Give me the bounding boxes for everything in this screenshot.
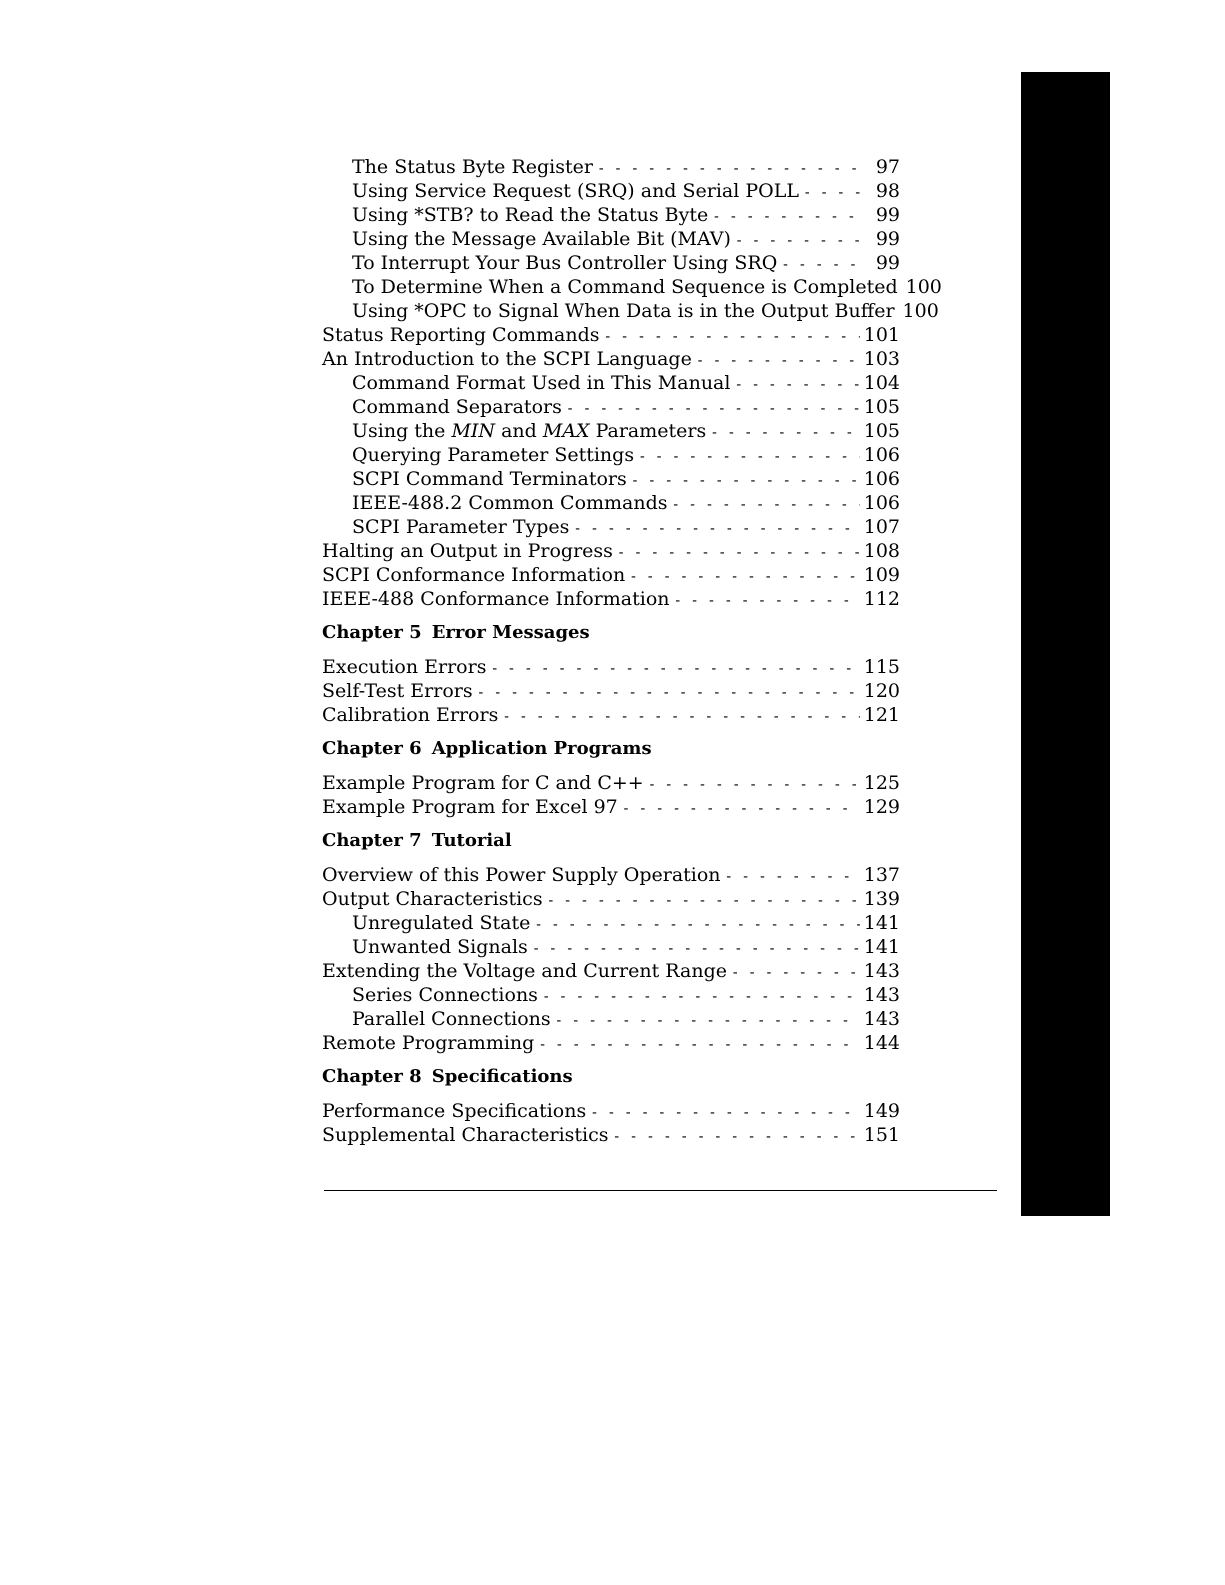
toc-entry[interactable] <box>322 795 900 819</box>
toc-leader <box>490 657 859 681</box>
toc-entry-page: 99 <box>875 252 900 274</box>
toc-leader <box>502 705 859 729</box>
toc-leader <box>534 913 859 937</box>
chapter-title: Specifications <box>431 1066 573 1087</box>
chapter-thumb-tab <box>1021 72 1110 1216</box>
toc-entry-page: 106 <box>863 468 900 490</box>
toc-entry[interactable] <box>322 983 900 1007</box>
toc-entry[interactable] <box>322 587 900 611</box>
chapter-heading-8[interactable] <box>322 1060 900 1094</box>
toc-leader <box>734 373 859 397</box>
toc-leader <box>538 1033 859 1057</box>
toc-entry[interactable] <box>322 1007 900 1031</box>
toc-entry-page: 98 <box>875 180 900 202</box>
chapter-heading-7[interactable] <box>322 824 900 858</box>
chapter-title: Application Programs <box>431 738 652 759</box>
toc-entry-title: Command Format Used in This Manual <box>352 372 731 394</box>
toc-entry-title: Using *OPC to Signal When Data is in the Output Buffer <box>352 300 895 322</box>
toc-entry-page: 144 <box>863 1032 900 1054</box>
chapter-number: Chapter 5 <box>322 622 422 643</box>
toc-entry-page: 109 <box>863 564 900 586</box>
toc-entry-title: Unregulated State <box>352 912 531 934</box>
toc-leader <box>613 1125 860 1149</box>
toc-title-part: and <box>495 420 543 442</box>
toc-entry-page: 97 <box>875 156 900 178</box>
toc-entry-page: 105 <box>863 420 900 442</box>
toc-entry-title: SCPI Parameter Types <box>352 516 570 538</box>
toc-leader <box>617 541 860 565</box>
toc-entry[interactable] <box>322 515 900 539</box>
toc-leader <box>712 205 866 229</box>
toc-leader <box>622 797 860 821</box>
toc-entry[interactable] <box>322 563 900 587</box>
toc-entry[interactable] <box>322 443 900 467</box>
chapter-number: Chapter 6 <box>322 738 422 759</box>
toc-entry-page: 115 <box>863 656 900 678</box>
toc-entry[interactable] <box>322 655 900 679</box>
toc-entry-title: Using *STB? to Read the Status Byte <box>352 204 709 226</box>
toc-entry-title: Parallel Connections <box>352 1008 551 1030</box>
toc-leader <box>555 1009 860 1033</box>
toc-entry-page: 100 <box>902 300 939 322</box>
toc-leader <box>696 349 860 373</box>
toc-entry-title: Querying Parameter Settings <box>352 444 635 466</box>
toc-entry[interactable] <box>322 299 939 323</box>
footer-rule <box>324 1190 997 1191</box>
chapter-heading-5[interactable] <box>322 616 900 650</box>
toc-leader <box>590 1101 859 1125</box>
toc-leader <box>547 889 860 913</box>
toc-entry-page: 108 <box>863 540 900 562</box>
toc-entry-title: To Interrupt Your Bus Controller Using SRQ <box>352 252 778 274</box>
toc-leader <box>604 325 860 349</box>
toc-entry-page: 99 <box>875 204 900 226</box>
chapter-title: Tutorial <box>431 830 512 851</box>
toc-entry-title: The Status Byte Register <box>352 156 593 178</box>
toc-leader <box>542 985 860 1009</box>
toc-leader <box>573 517 859 541</box>
toc-entry[interactable] <box>322 251 900 275</box>
toc-entry-title: Status Reporting Commands <box>322 324 600 346</box>
toc-entry[interactable] <box>322 887 900 911</box>
toc-entry-page: 101 <box>863 324 900 346</box>
toc-leader <box>631 469 860 493</box>
toc-entry-page: 104 <box>863 372 900 394</box>
toc-title-italic-min: MIN <box>451 420 496 442</box>
toc-entry[interactable] <box>322 679 900 703</box>
toc-entry[interactable] <box>322 371 900 395</box>
toc-leader <box>597 157 866 181</box>
toc-title-part: Using the <box>352 420 452 442</box>
toc-entry-page: 99 <box>875 228 900 250</box>
toc-entry-page: 151 <box>863 1124 900 1146</box>
toc-entry-title: Using the Message Available Bit (MAV) <box>352 228 731 250</box>
toc-entry-title: Overview of this Power Supply Operation <box>322 864 721 886</box>
toc-entry[interactable] <box>322 539 900 563</box>
toc-entry-title: Output Characteristics <box>322 888 543 910</box>
chapter-number: Chapter 7 <box>322 830 422 851</box>
toc-entry-page: 125 <box>863 772 900 794</box>
toc-entry[interactable] <box>322 347 900 371</box>
toc-entry-page: 112 <box>863 588 900 610</box>
toc-leader <box>672 493 860 517</box>
toc-entry[interactable] <box>322 203 900 227</box>
toc-entry-page: 141 <box>863 912 900 934</box>
toc-entry-page: 103 <box>863 348 900 370</box>
toc-entry[interactable] <box>322 395 900 419</box>
toc-leader <box>781 253 866 277</box>
toc-leader <box>477 681 860 705</box>
toc-entry-page: 137 <box>863 864 900 886</box>
toc-leader <box>566 397 860 421</box>
toc-entry-page: 149 <box>863 1100 900 1122</box>
toc-leader <box>735 229 866 253</box>
toc-entry-page: 143 <box>863 1008 900 1030</box>
toc-entry-title: Example Program for Excel 97 <box>322 796 618 818</box>
toc-leader <box>638 445 860 469</box>
toc-entry-title: Performance Specifications <box>322 1100 587 1122</box>
toc-entry-page: 129 <box>863 796 900 818</box>
toc-entry-title: To Determine When a Command Sequence is Completed <box>352 276 898 298</box>
toc-entry[interactable] <box>322 419 900 443</box>
toc-entry-title: Supplemental Characteristics <box>322 1124 609 1146</box>
toc-entry-page: 143 <box>863 960 900 982</box>
toc-leader <box>648 773 860 797</box>
toc-entry-title: SCPI Conformance Information <box>322 564 626 586</box>
toc-leader <box>803 181 866 205</box>
toc-entry-page: 107 <box>863 516 900 538</box>
toc-leader <box>674 589 860 613</box>
chapter-title: Error Messages <box>431 622 590 643</box>
toc-entry[interactable] <box>322 1123 900 1147</box>
toc-entry-title: Execution Errors <box>322 656 487 678</box>
toc-title-part: Parameters <box>589 420 707 442</box>
toc-entry-title: IEEE-488 Conformance Information <box>322 588 670 610</box>
chapter-heading-6[interactable] <box>322 732 900 766</box>
toc-leader <box>731 961 860 985</box>
toc-entry[interactable] <box>322 935 900 959</box>
toc-entry[interactable] <box>322 911 900 935</box>
toc-entry[interactable] <box>322 863 900 887</box>
toc-entry-page: 106 <box>863 492 900 514</box>
toc-entry-page: 121 <box>863 704 900 726</box>
chapter-number: Chapter 8 <box>322 1066 422 1087</box>
toc-entry[interactable] <box>322 467 900 491</box>
toc-entry-page: 106 <box>863 444 900 466</box>
toc-entry[interactable] <box>322 491 900 515</box>
toc-entry-title: Example Program for C and C++ <box>322 772 644 794</box>
toc-entry[interactable] <box>322 179 900 203</box>
toc-leader <box>532 937 860 961</box>
toc-entry-title: IEEE-488.2 Common Commands <box>352 492 668 514</box>
toc-entry[interactable] <box>322 959 900 983</box>
toc-leader <box>725 865 860 889</box>
toc-entry[interactable] <box>322 1031 900 1055</box>
toc-entry-title: SCPI Command Terminators <box>352 468 627 490</box>
toc-leader <box>710 421 860 445</box>
toc-entry-page: 143 <box>863 984 900 1006</box>
toc-entry-page: 105 <box>863 396 900 418</box>
toc-entry-title: Calibration Errors <box>322 704 499 726</box>
toc-entry-title: Series Connections <box>352 984 538 1006</box>
toc-entry-page: 141 <box>863 936 900 958</box>
toc-leader <box>629 565 860 589</box>
toc-entry[interactable] <box>322 703 900 727</box>
toc-title-italic-max: MAX <box>542 420 590 442</box>
toc-entry-page: 120 <box>863 680 900 702</box>
toc-entry-page: 139 <box>863 888 900 910</box>
table-of-contents <box>322 155 942 1147</box>
toc-entry-title: Unwanted Signals <box>352 936 528 958</box>
toc-entry-title: Command Separators <box>352 396 562 418</box>
toc-entry[interactable] <box>322 1099 900 1123</box>
toc-entry-title <box>352 419 706 443</box>
toc-entry[interactable] <box>322 323 900 347</box>
toc-entry[interactable] <box>322 771 900 795</box>
toc-entry-page: 100 <box>905 276 942 298</box>
toc-entry-title: Extending the Voltage and Current Range <box>322 960 728 982</box>
toc-entry[interactable] <box>322 275 942 299</box>
toc-entry-title: Halting an Output in Progress <box>322 540 613 562</box>
toc-entry[interactable] <box>322 155 900 179</box>
toc-entry-title: Using Service Request (SRQ) and Serial POLL <box>352 180 799 202</box>
toc-entry[interactable] <box>322 227 900 251</box>
toc-entry-title: Self-Test Errors <box>322 680 473 702</box>
toc-entry-title: Remote Programming <box>322 1032 535 1054</box>
toc-entry-title: An Introduction to the SCPI Language <box>322 348 692 370</box>
